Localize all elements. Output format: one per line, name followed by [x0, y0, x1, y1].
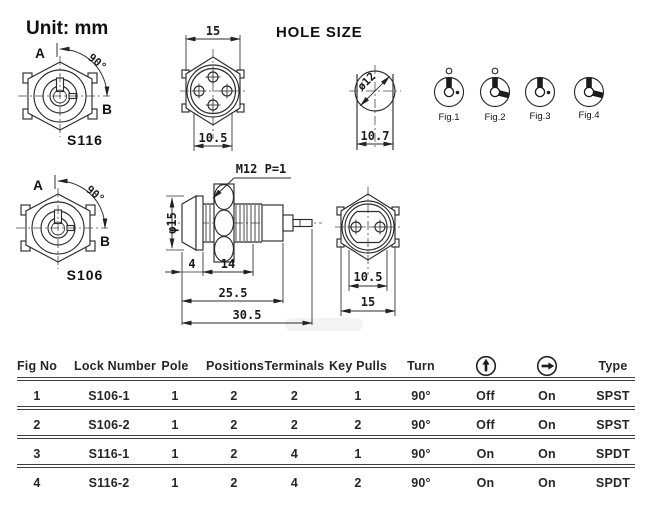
position-a-label: A	[33, 178, 43, 193]
cell-position-b: On	[538, 417, 556, 432]
unit-label: Unit: mm	[26, 18, 109, 39]
cell-key-pulls: 1	[354, 388, 362, 403]
cell-position-a: Off	[476, 388, 495, 403]
s106-rear-view	[335, 187, 401, 316]
fig-4-label: Fig.4	[578, 110, 600, 121]
header-type: Type	[598, 358, 628, 373]
cell-type: SPDT	[595, 475, 631, 490]
svg-text:ø12: ø12	[354, 69, 379, 94]
hole-size-view	[349, 65, 401, 150]
lock-head	[182, 196, 196, 250]
side-view	[165, 162, 322, 325]
dimension-diameter-12	[355, 70, 390, 106]
table-row	[0, 468, 650, 497]
cell-terminals: 4	[290, 475, 299, 490]
mounting-nut	[214, 184, 234, 262]
position-a-label: A	[35, 46, 45, 61]
s116-rear-view	[180, 24, 246, 151]
table-header-row	[0, 350, 650, 381]
cell-fig-no: 2	[33, 417, 41, 432]
cell-type: SPST	[596, 417, 630, 432]
cell-key-pulls: 1	[354, 446, 362, 461]
cell-terminals: 2	[290, 388, 299, 403]
dimension-diameter-15	[165, 196, 184, 250]
svg-text:15: 15	[360, 295, 376, 309]
key-pull-marker	[492, 68, 498, 74]
header-lock-number: Lock Number	[74, 358, 157, 373]
cell-pole: 1	[171, 446, 179, 461]
spec-table	[0, 350, 650, 497]
cell-fig-no: 4	[33, 475, 41, 490]
cell-position-a: On	[476, 446, 495, 461]
cell-pole: 1	[171, 417, 179, 432]
header-position-b	[518, 355, 576, 377]
fig-1-label: Fig.1	[438, 112, 460, 123]
header-fig-no: Fig No	[16, 358, 58, 373]
svg-text:15: 15	[205, 24, 221, 38]
svg-text:10.5: 10.5	[198, 131, 228, 145]
cell-position-a: Off	[476, 417, 495, 432]
cell-positions: 2	[230, 388, 238, 403]
fig-3-label: Fig.3	[529, 111, 551, 122]
circled-up-arrow-icon	[475, 355, 497, 377]
svg-text:25.5: 25.5	[218, 286, 248, 300]
cell-key-pulls: 2	[354, 475, 362, 490]
position-b-label: B	[102, 102, 112, 117]
header-pole: Pole	[161, 358, 189, 373]
angle-label: 90°	[83, 182, 108, 206]
key-stop-dot	[547, 91, 551, 95]
cell-fig-no: 1	[33, 388, 41, 403]
cell-lock-number: S106-2	[88, 417, 130, 432]
cell-lock-number: S116-1	[88, 446, 130, 461]
svg-text:10.7: 10.7	[360, 129, 390, 143]
scan-smudge	[285, 318, 363, 331]
fig-4-symbol	[575, 78, 604, 122]
header-positions: Positions	[206, 358, 265, 373]
fig-3-symbol	[526, 78, 555, 123]
svg-text:4: 4	[188, 257, 196, 271]
key-pull-marker	[446, 68, 452, 74]
header-terminals: Terminals	[264, 358, 325, 373]
cell-terminals: 4	[290, 446, 299, 461]
cell-type: SPST	[596, 388, 630, 403]
position-b-label: B	[100, 234, 110, 249]
cell-positions: 2	[230, 417, 238, 432]
s116-front-view	[18, 43, 112, 148]
svg-text:14: 14	[220, 257, 236, 271]
s106-front-view	[16, 175, 110, 283]
key-stop-dot	[456, 91, 460, 95]
cell-position-b: On	[538, 446, 556, 461]
cell-turn: 90°	[411, 475, 431, 490]
svg-text:10.5: 10.5	[353, 270, 383, 284]
header-position-a	[453, 355, 518, 377]
table-row	[0, 439, 650, 468]
cell-pole: 1	[171, 475, 179, 490]
cell-turn: 90°	[411, 446, 431, 461]
cell-type: SPDT	[595, 446, 631, 461]
circled-right-arrow-icon	[536, 355, 558, 377]
table-row	[0, 410, 650, 439]
angle-label: 90°	[85, 50, 110, 74]
cell-key-pulls: 2	[354, 417, 362, 432]
dimension-width-10-7	[357, 129, 393, 144]
hole-size-label: HOLE SIZE	[276, 24, 363, 41]
cell-terminals: 2	[290, 417, 299, 432]
table-row	[0, 381, 650, 410]
header-key-pulls: Key Pulls	[328, 358, 388, 373]
switch-body	[262, 205, 283, 241]
model-label-s116: S116	[67, 132, 103, 148]
cell-lock-number: S116-2	[88, 475, 130, 490]
model-label-s106: S106	[66, 267, 104, 283]
cell-lock-number: S106-1	[88, 388, 130, 403]
fig-2-label: Fig.2	[484, 112, 506, 123]
cell-position-a: On	[476, 475, 495, 490]
svg-text:φ15: φ15	[165, 212, 179, 234]
cell-position-b: On	[538, 475, 556, 490]
cell-turn: 90°	[411, 417, 431, 432]
cell-positions: 2	[230, 475, 238, 490]
fig-1-symbol	[435, 68, 464, 123]
cell-pole: 1	[171, 388, 179, 403]
cell-fig-no: 3	[33, 446, 41, 461]
svg-text:30.5: 30.5	[232, 308, 262, 322]
terminal-pin	[293, 220, 312, 227]
svg-text:M12 P=1: M12 P=1	[235, 162, 287, 176]
cell-turn: 90°	[411, 388, 431, 403]
header-turn: Turn	[407, 358, 435, 373]
fig-2-symbol	[481, 68, 510, 123]
cell-position-b: On	[538, 388, 556, 403]
cell-positions: 2	[230, 446, 238, 461]
